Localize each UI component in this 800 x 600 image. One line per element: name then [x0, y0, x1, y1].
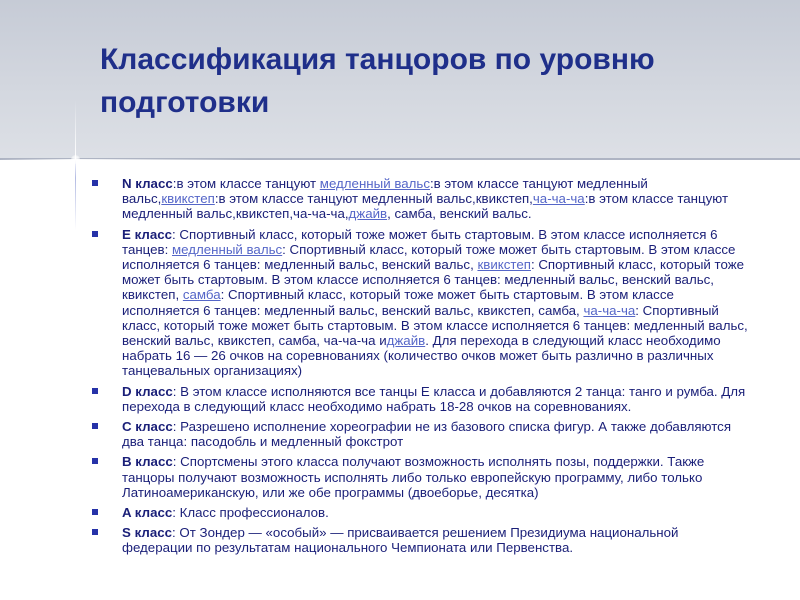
- list-item: [92, 384, 752, 414]
- dance-link[interactable]: самба: [182, 287, 221, 303]
- description-text: : В этом классе исполняются все танцы E класса и добавляются 2 танца: танго и румба. Для перехода в следующий класс необходимо набрать 18-28 очков на соревнованиях.: [122, 383, 746, 414]
- dance-link[interactable]: джайв: [348, 206, 388, 222]
- class-label: B класс: [122, 454, 173, 470]
- description-text: : Спортивный класс, который тоже может быть стартовым. В этом классе исполняется 6 танцев: медленный вальс, венский вальс, квикстеп,: [122, 257, 744, 303]
- slide-title: Классификация танцоров по уровню подготовки: [100, 43, 655, 119]
- description-text: : Спортсмены этого класса получают возможность исполнять позы, поддержки. Также танцоры получают возможность исполнять либо только европейскую программу, либо только Латиноамериканскую, или же обе программы (двоеборье, десятка): [122, 454, 705, 500]
- description-text: : Спортивный класс, который тоже может быть стартовым. В этом классе исполняется 6 танцев: медленный вальс, венский вальс,: [122, 241, 736, 273]
- sparkle-icon: [71, 155, 80, 164]
- dance-link[interactable]: медленный вальс: [319, 176, 430, 191]
- list-item: [92, 454, 752, 500]
- dance-link[interactable]: медленный вальс: [172, 241, 283, 257]
- sparkle-vertical-ray: [75, 100, 76, 230]
- dance-link[interactable]: джайв: [386, 333, 426, 349]
- bullet-icon: [92, 231, 98, 237]
- description-text: : Спортивный класс, который тоже может быть стартовым. В этом классе исполняется 6 танцев: медленный вальс, венский вальс, квикстеп, самба, ча-ча-ча и: [122, 302, 748, 349]
- class-label: C класс: [122, 419, 173, 435]
- list-item: [92, 227, 752, 379]
- description-text: : Класс профессионалов.: [172, 505, 329, 521]
- class-label: A класс: [122, 505, 173, 521]
- description-text: :в этом классе танцуют медленный вальс,квикстеп,: [214, 191, 533, 207]
- dance-link[interactable]: квикстеп: [161, 191, 215, 207]
- bullet-icon: [92, 423, 98, 429]
- sparkle-horizontal-ray: [0, 159, 250, 160]
- bullet-icon: [92, 509, 98, 515]
- class-label: S класс: [122, 525, 173, 541]
- list-item: [92, 176, 752, 222]
- class-label: N класс: [122, 176, 173, 191]
- description-text: : Спортивный класс, который тоже может быть стартовым. В этом классе исполняется 6 танцев:: [122, 226, 718, 257]
- bullet-icon: [92, 180, 98, 186]
- description-text: : Спортивный класс, который тоже может быть стартовым. В этом классе исполняется 6 танцев: медленный вальс, венский вальс, квикстеп, самба,: [122, 287, 674, 318]
- description-text: : От Зондер — «особый» — присваивается решением Президиума национальной федерации по результатам национального Чемпионата или Первенства.: [122, 525, 679, 556]
- list-item: [92, 525, 752, 555]
- bullet-icon: [92, 529, 98, 535]
- description-text: :в этом классе танцуют медленный вальс,: [122, 176, 648, 207]
- description-text: :в этом классе танцуют: [172, 176, 320, 191]
- description-text: , самба, венский вальс.: [387, 206, 532, 222]
- bullet-icon: [92, 388, 98, 394]
- list-item: [92, 505, 752, 520]
- dance-link[interactable]: ча-ча-ча: [583, 302, 636, 318]
- class-label: E класс: [122, 226, 173, 242]
- dancer-class-list: [92, 176, 752, 561]
- list-item: [92, 419, 752, 449]
- dance-link[interactable]: ча-ча-ча: [532, 191, 585, 207]
- description-text: :в этом классе танцуют медленный вальс,квикстеп,ча-ча-ча,: [122, 191, 729, 222]
- bullet-icon: [92, 458, 98, 464]
- class-label: D класс: [122, 383, 173, 399]
- description-text: . Для перехода в следующий класс необходимо набрать 16 — 26 очков на соревнованиях (количество очков может быть различно в различных танцевальных организациях): [122, 333, 721, 379]
- description-text: : Разрешено исполнение хореографии не из базового списка фигур. А также добавляются два танца: пасодобль и медленный фокстрот: [122, 419, 732, 450]
- dance-link[interactable]: квикстеп: [477, 257, 531, 273]
